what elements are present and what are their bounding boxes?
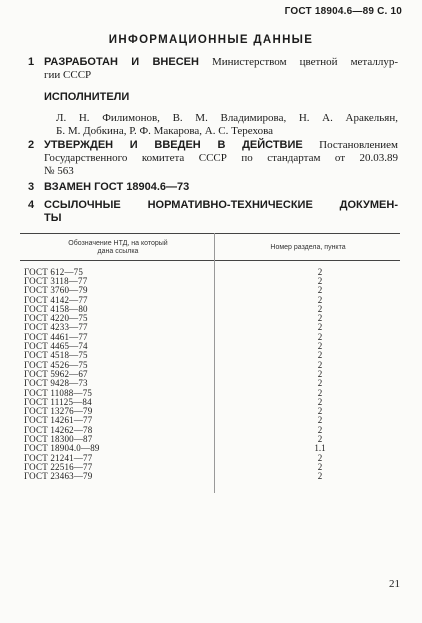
section-number: 4	[28, 199, 35, 211]
table-row	[24, 323, 404, 332]
section-number-cell: 2	[317, 461, 323, 472]
section-number-cell: 2	[317, 350, 323, 361]
standard-designation: ГОСТ 4461—77	[24, 331, 88, 342]
table-row	[24, 425, 404, 434]
table-row	[24, 360, 404, 369]
standard-designation: ГОСТ 4233—77	[24, 322, 88, 333]
table-row	[24, 444, 404, 453]
table-row	[24, 453, 404, 462]
section-1-text-cont: гии СССР	[44, 69, 92, 81]
section-number-cell: 2	[317, 396, 323, 407]
table-row	[24, 472, 404, 481]
table-row	[24, 379, 404, 388]
standard-designation: ГОСТ 14262—78	[24, 424, 93, 435]
table-row	[24, 462, 404, 471]
standard-designation: ГОСТ 21241—77	[24, 452, 93, 463]
column-header-line: Обозначение НТД, на который	[68, 240, 168, 247]
section-number-cell: 2	[317, 471, 323, 482]
section-number-cell: 2	[317, 322, 323, 333]
section-4	[28, 199, 398, 225]
standard-designation: ГОСТ 11088—75	[24, 387, 93, 398]
section-number-cell: 2	[317, 294, 323, 305]
table-row	[24, 406, 404, 415]
column-header-designation	[20, 238, 216, 256]
standard-designation: ГОСТ 4142—77	[24, 294, 88, 305]
table-row	[24, 416, 404, 425]
section-number-cell: 2	[317, 434, 323, 444]
standard-designation: ГОСТ 5962—67	[24, 368, 88, 379]
section-2-heading: УТВЕРЖДЕН И ВВЕДЕН В ДЕЙСТВИЕ	[44, 139, 303, 151]
document-code: ГОСТ 18904.6—89 С. 10	[284, 6, 402, 17]
standard-designation: ГОСТ 3760—79	[24, 285, 88, 296]
table-row	[24, 351, 404, 360]
table-row	[24, 313, 404, 322]
column-header-section: Номер раздела, пункта	[270, 243, 346, 251]
section-2-text: Постановлением	[319, 139, 399, 151]
standard-designation: ГОСТ 4220—75	[24, 313, 88, 324]
section-4-line-1: ССЫЛОЧНЫЕ НОРМАТИВНО-ТЕХНИЧЕСКИЕ ДОКУМЕН-	[44, 199, 398, 211]
standard-designation: ГОСТ 3118—77	[24, 275, 88, 286]
table-row	[24, 369, 404, 378]
section-number-cell: 2	[317, 303, 323, 314]
table-row	[24, 295, 404, 304]
table-row	[24, 286, 404, 295]
section-number-cell: 1.1	[314, 443, 326, 454]
standard-designation: ГОСТ 4465—74	[24, 341, 88, 352]
section-number: 3	[28, 181, 35, 193]
table-row	[24, 397, 404, 406]
section-number-cell: 2	[317, 368, 323, 379]
table-row	[24, 388, 404, 397]
standard-designation: ГОСТ 9428—73	[24, 378, 88, 389]
section-number-cell: 2	[317, 452, 323, 463]
section-2	[28, 139, 398, 178]
section-number-cell: 2	[317, 424, 323, 435]
section-1-line-1	[44, 56, 398, 69]
section-number-cell: 2	[317, 341, 323, 352]
standard-designation: ГОСТ 22516—77	[24, 461, 93, 472]
standard-designation: ГОСТ 14261—77	[24, 415, 93, 426]
section-number-cell: 2	[317, 359, 323, 370]
section-1-heading: РАЗРАБОТАН И ВНЕСЕН	[44, 56, 199, 68]
table-row	[24, 267, 404, 276]
section-number-cell: 2	[317, 266, 323, 277]
standard-designation: ГОСТ 11125—84	[24, 396, 92, 407]
section-number-cell: 2	[317, 313, 323, 324]
table-row	[24, 332, 404, 341]
performers-line-2: Б. М. Добкина, Р. Ф. Макарова, А. С. Терехова	[56, 125, 273, 137]
section-2-line-1	[44, 139, 398, 152]
table-row	[24, 276, 404, 285]
standard-designation: ГОСТ 23463—79	[24, 471, 93, 482]
section-number-cell: 2	[317, 275, 323, 286]
page-number: 21	[389, 578, 400, 590]
table-row	[24, 434, 404, 443]
standard-designation: ГОСТ 18300—87	[24, 434, 93, 444]
section-number: 1	[28, 56, 35, 68]
standard-designation: ГОСТ 612—75	[24, 266, 84, 277]
table-row	[24, 341, 404, 350]
section-number-cell: 2	[317, 331, 323, 342]
section-number-cell: 2	[317, 415, 323, 426]
section-number-cell: 2	[317, 406, 323, 417]
standard-designation: ГОСТ 18904.0—89	[24, 443, 100, 454]
section-3	[28, 181, 398, 194]
standard-designation: ГОСТ 4518—75	[24, 350, 88, 361]
section-1-text: Министерством цветной металлур-	[211, 56, 398, 68]
section-number-cell: 2	[317, 285, 323, 296]
section-number-cell: 2	[317, 378, 323, 389]
page-title: ИНФОРМАЦИОННЫЕ ДАННЫЕ	[108, 34, 314, 46]
section-4-line-2: ТЫ	[44, 212, 62, 224]
reference-table-body	[24, 267, 404, 481]
section-1	[28, 56, 398, 138]
standard-designation: ГОСТ 13276—79	[24, 406, 93, 417]
standard-designation: ГОСТ 4526—75	[24, 359, 88, 370]
performers-list	[56, 112, 398, 138]
standard-designation: ГОСТ 4158—80	[24, 303, 88, 314]
section-2-line-2: Государственного комитета СССР по стандартам от 20.03.89	[44, 152, 398, 164]
section-number-cell: 2	[317, 387, 323, 398]
section-2-line-3: № 563	[44, 165, 74, 177]
performers-heading: ИСПОЛНИТЕЛИ	[44, 91, 130, 103]
performers-line-1: Л. Н. Филимонов, В. М. Владимирова, Н. А. Аракельян,	[56, 112, 398, 124]
column-header-line: дана ссылка	[97, 248, 139, 255]
section-number: 2	[28, 139, 35, 151]
section-3-text: ВЗАМЕН ГОСТ 18904.6—73	[44, 181, 190, 193]
table-row	[24, 304, 404, 313]
reference-table-header	[20, 233, 400, 261]
